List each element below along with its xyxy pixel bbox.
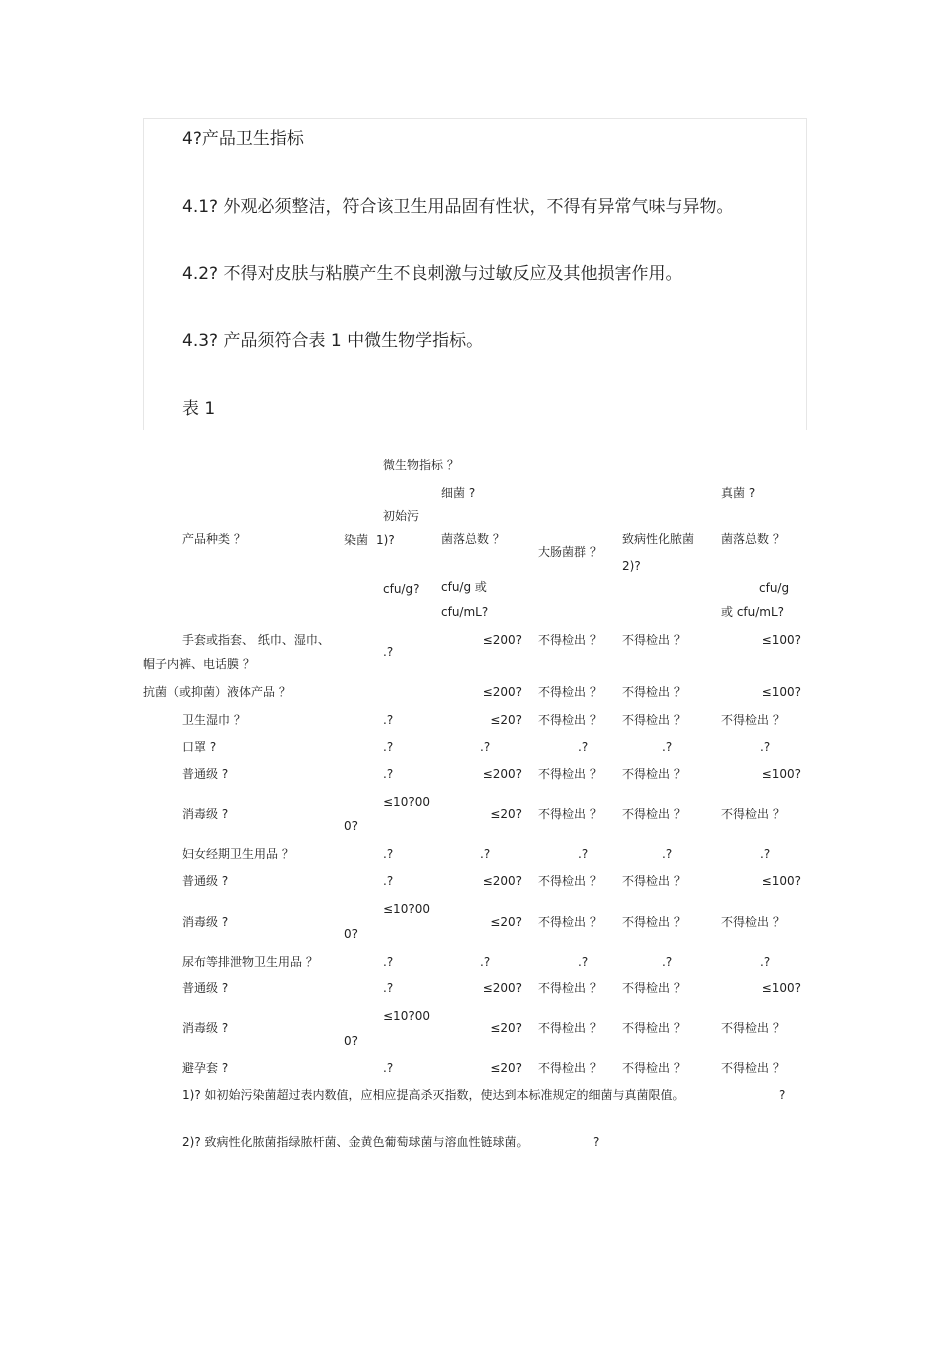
- row-6-bacteria: .?: [480, 847, 491, 861]
- row-8-initial-a: ≤10?00: [383, 902, 430, 916]
- row-4-initial: .?: [383, 767, 394, 781]
- row-6-fungi: .?: [760, 847, 771, 861]
- row-2-initial: .?: [383, 713, 394, 727]
- row-3-fungi: .?: [760, 740, 771, 754]
- row-11-bacteria: ≤20?: [490, 1021, 522, 1035]
- row-3-name: 口罩 ?: [182, 740, 217, 754]
- row-8-fungi: 不得检出 ？: [721, 915, 785, 929]
- row-4-bacteria: ≤200?: [482, 767, 522, 781]
- row-5-name: 消毒级 ?: [182, 807, 229, 821]
- row-8-initial-b: 0?: [344, 927, 359, 941]
- row-10-fungi: ≤100?: [761, 981, 801, 995]
- row-8-pathogen: 不得检出 ？: [622, 915, 686, 929]
- row-3-pathogen: .?: [662, 740, 673, 754]
- row-11-fungi: 不得检出 ？: [721, 1021, 785, 1035]
- unit-bacteria-1: cfu/g 或: [441, 580, 487, 594]
- row-4-pathogen: 不得检出 ？: [622, 767, 686, 781]
- row-11-coliform: 不得检出 ？: [538, 1021, 602, 1035]
- clause-4-1: 4.1? 外观必须整洁，符合该卫生用品固有性状，不得有异常气味与异物。: [182, 197, 734, 217]
- row-0-fungi: ≤100?: [761, 633, 801, 647]
- header-initial-contam-1: 初始污: [383, 509, 420, 523]
- row-12-coliform: 不得检出 ？: [538, 1061, 602, 1075]
- row-5-initial-b: 0?: [344, 819, 359, 833]
- row-0-name-1: 手套或指套、 纸巾、湿巾、: [182, 633, 330, 647]
- footnote-1: 1)? 如初始污染菌超过表内数值，应相应提高杀灭指数，使达到本标准规定的细菌与真菌限值。: [182, 1088, 685, 1102]
- row-5-pathogen: 不得检出 ？: [622, 807, 686, 821]
- table-label: 表 1: [182, 399, 216, 419]
- row-8-bacteria: ≤20?: [490, 915, 522, 929]
- row-5-bacteria: ≤20?: [490, 807, 522, 821]
- header-product-type: 产品种类 ？: [182, 532, 246, 546]
- header-pathogen-2: 2)?: [622, 559, 641, 573]
- header-initial-contam-2a: 染菌: [344, 533, 369, 547]
- row-0-pathogen: 不得检出 ？: [622, 633, 686, 647]
- row-10-initial: .?: [383, 981, 394, 995]
- header-bacteria-total: 菌落总数 ？: [441, 532, 505, 546]
- row-6-coliform: .?: [578, 847, 589, 861]
- row-12-fungi: 不得检出 ？: [721, 1061, 785, 1075]
- header-fungi: 真菌 ?: [721, 486, 756, 500]
- row-9-coliform: .?: [578, 955, 589, 969]
- row-9-name: 尿布等排泄物卫生用品 ？: [182, 955, 318, 969]
- row-6-pathogen: .?: [662, 847, 673, 861]
- row-7-bacteria: ≤200?: [482, 874, 522, 888]
- row-12-initial: .?: [383, 1061, 394, 1075]
- row-0-coliform: 不得检出 ？: [538, 633, 602, 647]
- row-2-bacteria: ≤20?: [490, 713, 522, 727]
- header-bacteria: 细菌 ?: [441, 486, 476, 500]
- row-9-fungi: .?: [760, 955, 771, 969]
- row-2-coliform: 不得检出 ？: [538, 713, 602, 727]
- row-2-pathogen: 不得检出 ？: [622, 713, 686, 727]
- row-11-initial-b: 0?: [344, 1034, 359, 1048]
- row-4-fungi: ≤100?: [761, 767, 801, 781]
- row-0-name-2: 帽子内裤、电话膜 ？: [143, 657, 255, 671]
- row-7-initial: .?: [383, 874, 394, 888]
- clause-4-2: 4.2? 不得对皮肤与粘膜产生不良刺激与过敏反应及其他损害作用。: [182, 264, 683, 284]
- row-3-coliform: .?: [578, 740, 589, 754]
- row-7-name: 普通级 ?: [182, 874, 229, 888]
- header-micro-index: 微生物指标 ？: [383, 458, 459, 472]
- header-initial-contam-2b: 1)?: [376, 533, 395, 547]
- row-4-coliform: 不得检出 ？: [538, 767, 602, 781]
- row-7-pathogen: 不得检出 ？: [622, 874, 686, 888]
- row-1-bacteria: ≤200?: [482, 685, 522, 699]
- row-1-fungi: ≤100?: [761, 685, 801, 699]
- row-6-name: 妇女经期卫生用品 ？: [182, 847, 294, 861]
- row-5-initial-a: ≤10?00: [383, 795, 430, 809]
- row-7-coliform: 不得检出 ？: [538, 874, 602, 888]
- row-12-bacteria: ≤20?: [490, 1061, 522, 1075]
- footnote-2-mark: ?: [593, 1135, 600, 1149]
- header-fungi-total: 菌落总数 ？: [721, 532, 785, 546]
- row-4-name: 普通级 ?: [182, 767, 229, 781]
- header-pathogen-1: 致病性化脓菌: [622, 532, 695, 546]
- row-3-bacteria: .?: [480, 740, 491, 754]
- row-9-pathogen: .?: [662, 955, 673, 969]
- row-5-coliform: 不得检出 ？: [538, 807, 602, 821]
- row-0-initial: .?: [383, 645, 394, 659]
- unit-fungi-2: 或 cfu/mL?: [721, 605, 785, 619]
- row-10-bacteria: ≤200?: [482, 981, 522, 995]
- row-10-name: 普通级 ?: [182, 981, 229, 995]
- row-11-initial-a: ≤10?00: [383, 1009, 430, 1023]
- row-9-bacteria: .?: [480, 955, 491, 969]
- row-1-name: 抗菌（或抑菌）液体产品 ？: [143, 685, 291, 699]
- unit-bacteria-2: cfu/mL?: [441, 605, 489, 619]
- row-10-coliform: 不得检出 ？: [538, 981, 602, 995]
- unit-initial: cfu/g?: [383, 582, 420, 596]
- row-9-initial: .?: [383, 955, 394, 969]
- row-2-fungi: 不得检出 ？: [721, 713, 785, 727]
- row-5-fungi: 不得检出 ？: [721, 807, 785, 821]
- footnote-1-mark: ?: [779, 1088, 786, 1102]
- row-1-pathogen: 不得检出 ？: [622, 685, 686, 699]
- row-0-bacteria: ≤200?: [482, 633, 522, 647]
- row-6-initial: .?: [383, 847, 394, 861]
- row-10-pathogen: 不得检出 ？: [622, 981, 686, 995]
- row-8-coliform: 不得检出 ？: [538, 915, 602, 929]
- row-11-name: 消毒级 ?: [182, 1021, 229, 1035]
- row-8-name: 消毒级 ?: [182, 915, 229, 929]
- section-heading-4: 4?产品卫生指标: [182, 129, 304, 149]
- row-7-fungi: ≤100?: [761, 874, 801, 888]
- header-coliform: 大肠菌群 ？: [538, 545, 602, 559]
- row-12-name: 避孕套 ?: [182, 1061, 229, 1075]
- row-12-pathogen: 不得检出 ？: [622, 1061, 686, 1075]
- row-11-pathogen: 不得检出 ？: [622, 1021, 686, 1035]
- clause-4-3: 4.3? 产品须符合表 1 中微生物学指标。: [182, 331, 484, 351]
- row-3-initial: .?: [383, 740, 394, 754]
- footnote-2: 2)? 致病性化脓菌指绿脓杆菌、金黄色葡萄球菌与溶血性链球菌。: [182, 1135, 529, 1149]
- row-1-coliform: 不得检出 ？: [538, 685, 602, 699]
- unit-fungi-1: cfu/g: [759, 581, 790, 595]
- row-2-name: 卫生湿巾 ？: [182, 713, 246, 727]
